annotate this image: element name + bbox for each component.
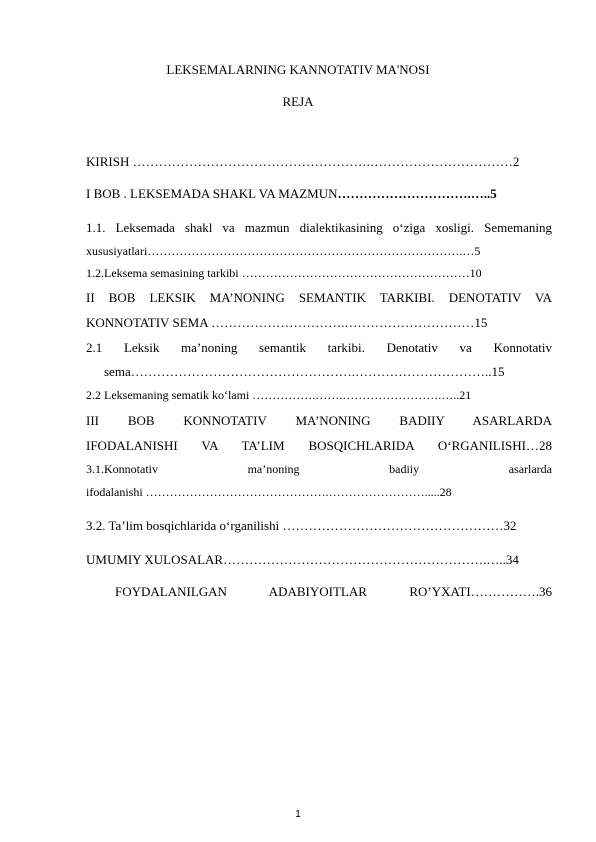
toc-entry-1-1-line-1: 1.1. Leksemada shakl va mazmun dialektikasining o‘ziga xosligi. Sememaning <box>86 220 552 235</box>
document-title: LEKSEMALARNING KANNOTATIV MA'NOSI <box>166 62 430 77</box>
toc-entry-3-1-line-1: 3.1.Konnotativ ma’noning badiiy asarlarda <box>86 462 552 476</box>
toc-entry-chapter-3-line-1: III BOB KONNOTATIV MA’NONING BADIIY ASARLARDA <box>86 413 552 428</box>
toc-entry-chapter-1 <box>86 186 552 202</box>
toc-entry-chapter-1-dots: ………………………….…..5 <box>337 186 497 201</box>
toc-entry-chapter-2-line-2: KONNOTATIV SEMA ………………………….…………………………15 <box>86 315 488 330</box>
toc-entry-1-1-line-2: xususiyatlari…………………………………………………………………….…5 <box>86 244 481 258</box>
toc-entry-3-2: 3.2. Ta’lim bosqichlarida o‘rganilishi ……………………………………………32 <box>86 518 517 533</box>
toc-entry-kirish: KIRISH ……………………………………………….……………………………2 <box>86 154 520 169</box>
toc-entry-3-1-line-2: ifodalanishi ……………………………………….…………………….....28 <box>86 485 452 499</box>
toc-entry-2-1-line-2: sema…………………………………………….…………………………..15 <box>104 364 505 379</box>
toc-entry-conclusion: UMUMIY XULOSALAR…………………………………………………….…..34 <box>86 552 519 567</box>
toc-entry-chapter-1-title: I BOB . LEKSEMADA SHAKL VA MAZMUN <box>86 186 338 201</box>
toc-entry-chapter-3-line-2: IFODALANISHI VA TA’LIM BOSQICHLARIDA O‘RGANILISHI…28 <box>86 438 552 453</box>
document-subtitle: REJA <box>282 94 314 109</box>
toc-entry-chapter-2-line-1: II BOB LEKSIK MA’NONING SEMANTIK TARKIBI. DENOTATIV VA <box>86 290 552 305</box>
toc-entry-1-2: 1.2.Leksema semasining tarkibi …………………………………………………10 <box>86 266 482 280</box>
toc-entry-2-1-line-1: 2.1 Leksik ma’noning semantik tarkibi. Denotativ va Konnotativ <box>86 340 552 355</box>
toc-entry-references: FOYDALANILGAN ADABIYOITLAR RO’YXATI…………….36 <box>115 584 552 599</box>
toc-entry-2-2: 2.2 Leksemaning sematik ko‘lami …………….…….…………………….…..21 <box>86 388 472 402</box>
page-number: 1 <box>295 809 301 820</box>
